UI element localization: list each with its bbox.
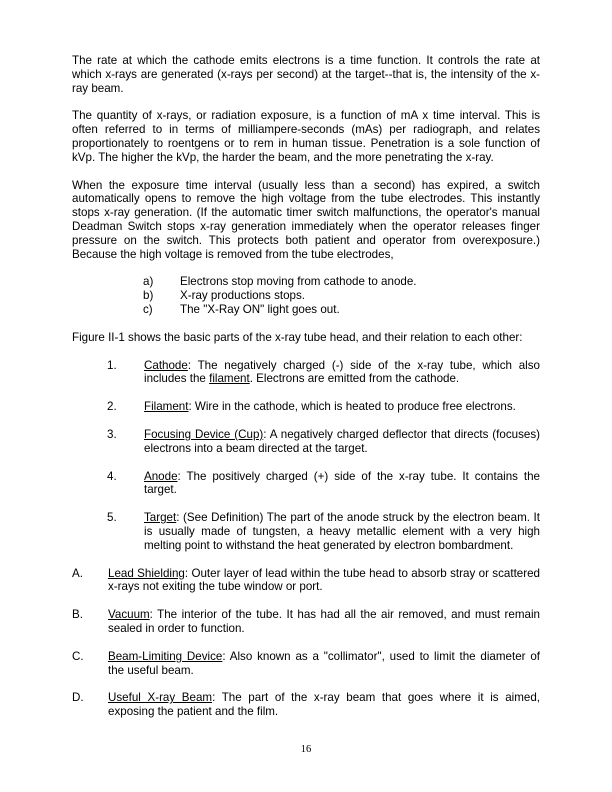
list-item (72, 650, 540, 678)
list-marker: 5. (107, 511, 117, 525)
list-marker: 1. (107, 358, 117, 372)
list-text: Anode: The positively charged (+) side of the x-ray tube. It contains the target. (144, 469, 540, 497)
term-lead-shielding: Lead Shielding (108, 566, 185, 580)
document-page (72, 54, 540, 733)
list-item (107, 359, 540, 387)
term-target: Target (144, 511, 177, 525)
list-marker: c) (143, 302, 153, 316)
term-filament: Filament (144, 400, 189, 414)
page-number: 16 (300, 744, 312, 755)
list-text: Useful X-ray Beam: The part of the x-ray beam that goes where it is aimed, exposing the patient and the film. (108, 691, 540, 719)
list-item (143, 303, 540, 317)
list-text: Target: (See Definition) The part of the anode struck by the electron beam. It is usually made of tungsten, a heavy metallic element with a very high melting point to withstand the heat generated by electron bombardment. (144, 511, 540, 552)
list-marker: C. (72, 649, 84, 663)
tube-components-list (72, 567, 540, 719)
list-item (72, 691, 540, 719)
list-item (143, 289, 540, 303)
list-marker: B. (72, 608, 83, 622)
list-text: Beam-Limiting Device: Also known as a "collimator", used to limit the diameter of the useful beam. (108, 649, 540, 677)
list-text: X-ray productions stops. (180, 289, 306, 303)
term-useful-xray-beam: Useful X-ray Beam (108, 691, 213, 705)
list-text: Electrons stop moving from cathode to anode. (180, 275, 417, 289)
term-vacuum: Vacuum (108, 608, 150, 622)
list-marker: 4. (107, 469, 117, 483)
list-item (72, 567, 540, 595)
list-item (72, 608, 540, 636)
list-item (107, 400, 540, 414)
list-item (107, 470, 540, 498)
paragraph-quantity: The quantity of x-rays, or radiation exposure, is a function of mA x time interval. This is often referred to in terms of milliampere-seconds (mAs) per radiograph, and relates proportionately to roentgens or to rem in human tissue. Penetration is a sole function of kVp. The higher the kVp, the harder the beam, and the more penetrating the x-ray. (72, 109, 540, 164)
list-marker: 3. (107, 427, 117, 441)
list-marker: D. (72, 691, 84, 705)
list-marker: a) (143, 275, 154, 289)
list-text: Focusing Device (Cup): A negatively charged deflector that directs (focuses) electrons into a beam directed at the target. (144, 427, 540, 455)
list-marker: 2. (107, 400, 117, 414)
consequence-list (143, 275, 540, 316)
list-text: The "X-Ray ON" light goes out. (180, 302, 340, 316)
list-item (143, 275, 540, 289)
list-text: Lead Shielding: Outer layer of lead within the tube head to absorb stray or scattered x-rays not exiting the tube window or port. (108, 566, 540, 594)
list-text: Cathode: The negatively charged (-) side of the x-ray tube, which also includes the filament. Electrons are emitted from the cathode. (144, 358, 540, 386)
term-beam-limiting-device: Beam-Limiting Device (108, 649, 223, 663)
term-filament-ref: filament (209, 372, 250, 386)
tube-parts-list (107, 359, 540, 553)
list-text: Vacuum: The interior of the tube. It has had all the air removed, and must remain sealed in order to function. (108, 608, 540, 635)
list-text: Filament: Wire in the cathode, which is heated to produce free electrons. (144, 400, 516, 414)
term-cathode: Cathode (144, 358, 188, 372)
list-marker: b) (143, 289, 154, 303)
paragraph-exposure-time: When the exposure time interval (usually less than a second) has expired, a switch automatically opens to remove the high voltage from the tube electrodes. This instantly stops x-ray generation. (If the automatic timer switch malfunctions, the operator's manual Deadman Switch stops x-ray generation immediately when the operator releases finger pressure on the switch. This protects both patient and operator from overexposure.) Because the high voltage is removed from the tube electrodes, (72, 178, 540, 261)
paragraph-cathode-rate: The rate at which the cathode emits electrons is a time function. It controls the rate at which x-rays are generated (x-rays per second) at the target--that is, the intensity of the x-ray beam. (72, 54, 540, 95)
list-item (107, 511, 540, 552)
paragraph-figure-intro: Figure II-1 shows the basic parts of the x-ray tube head, and their relation to each other: (72, 330, 523, 344)
list-marker: A. (72, 566, 83, 580)
term-focusing-device: Focusing Device (Cup) (144, 427, 264, 441)
list-item (107, 428, 540, 456)
term-anode: Anode (144, 469, 178, 483)
